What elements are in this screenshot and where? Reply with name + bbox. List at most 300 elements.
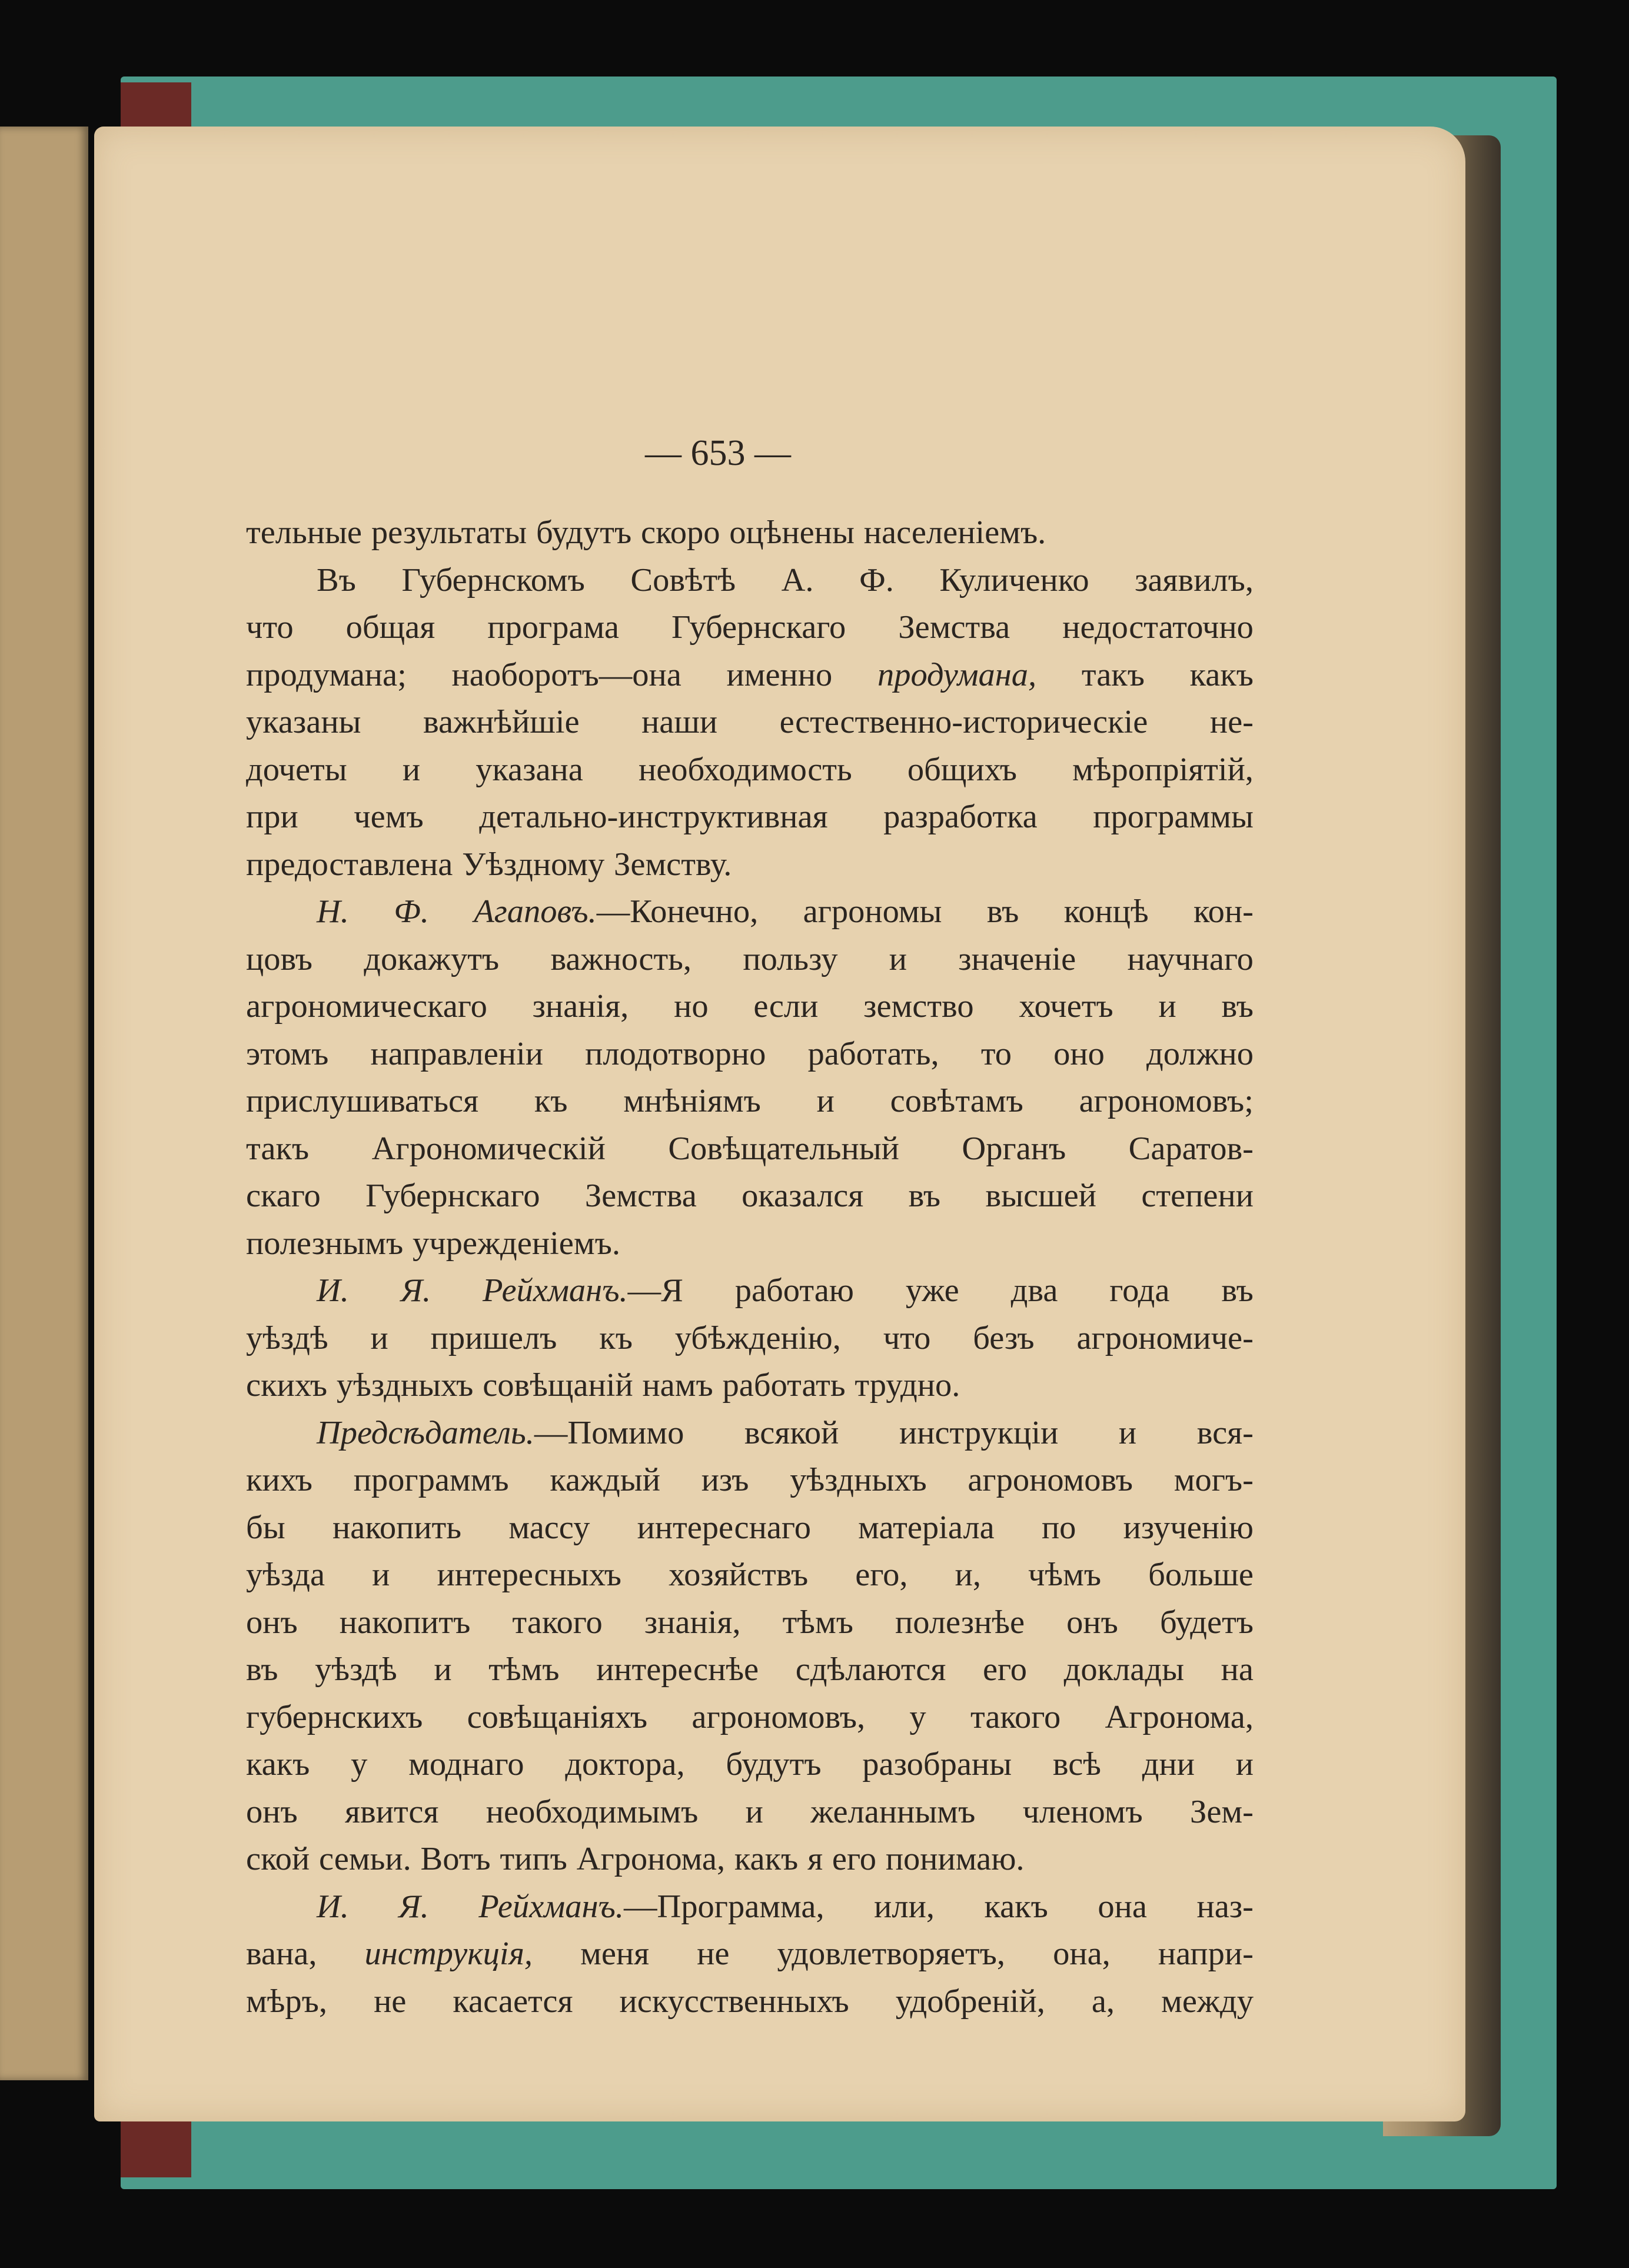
text-line (246, 1694, 1254, 1741)
text: что (883, 1319, 931, 1356)
word (817, 1078, 835, 1125)
text: будутъ (726, 1746, 822, 1783)
text: интереснаго (637, 1509, 811, 1546)
word (246, 699, 361, 746)
word (1221, 1267, 1254, 1315)
word (317, 557, 356, 604)
text: уѣздѣ (246, 1319, 328, 1356)
text: больше (1148, 1557, 1254, 1593)
word (1082, 651, 1145, 699)
word (883, 1315, 931, 1362)
text: работать (722, 1367, 846, 1404)
word (782, 557, 814, 604)
text: агрономовъ (968, 1462, 1133, 1498)
text: у (351, 1746, 368, 1783)
text: членомъ (1022, 1793, 1143, 1830)
text: тѣмъ (488, 1651, 560, 1688)
text: этомъ (246, 1035, 329, 1072)
text: кихъ (246, 1462, 312, 1498)
text: чемъ (354, 799, 424, 835)
word (780, 699, 1148, 746)
word (1064, 888, 1149, 936)
text: изученію (1123, 1509, 1254, 1546)
text: скоро (641, 514, 720, 551)
word (534, 1078, 568, 1125)
text: то (980, 1035, 1012, 1072)
word (1028, 1551, 1101, 1599)
text: удобреній, (895, 1983, 1045, 2020)
text: Ф. (859, 561, 894, 598)
word (1093, 793, 1254, 841)
text: Земства (898, 609, 1010, 646)
text: и, (955, 1557, 981, 1593)
text: разработка (883, 799, 1038, 835)
text: по (1041, 1509, 1076, 1546)
text: вана, (246, 1936, 317, 1972)
word (476, 746, 583, 794)
word (620, 1978, 849, 2026)
text: кон- (1194, 893, 1254, 930)
text: онъ (1066, 1604, 1118, 1641)
word (1127, 936, 1253, 983)
word (246, 1125, 309, 1173)
text: Уѣздному (462, 846, 605, 883)
text: удовлетворяетъ, (777, 1936, 1006, 1972)
text-line (246, 604, 1254, 651)
word (1197, 1409, 1254, 1457)
word (487, 604, 619, 651)
word (401, 1267, 431, 1315)
word (734, 1835, 798, 1883)
text: бы (246, 1509, 285, 1546)
word (1119, 1409, 1136, 1457)
text: должно (1146, 1035, 1254, 1072)
word (246, 1741, 310, 1788)
word (246, 1078, 478, 1125)
text: знанія, (532, 988, 629, 1025)
word (317, 1267, 349, 1315)
word (474, 888, 758, 936)
word (479, 793, 827, 841)
word (973, 1315, 1034, 1362)
text: въ (246, 1651, 278, 1688)
word (246, 1694, 423, 1741)
word (832, 1835, 876, 1883)
text: въ (1221, 988, 1254, 1025)
text: Зем- (1190, 1793, 1254, 1830)
word (1146, 1030, 1254, 1078)
word (1064, 1646, 1184, 1694)
text-line (246, 1030, 1254, 1078)
text: могъ- (1173, 1462, 1254, 1498)
word (508, 1504, 590, 1552)
word (855, 1362, 960, 1409)
word (1053, 1741, 1101, 1788)
word (351, 1741, 367, 1788)
text: совѣщаніяхъ (467, 1698, 648, 1735)
text: концѣ (1063, 893, 1149, 930)
text: какъ (1189, 656, 1254, 693)
word (550, 1456, 660, 1504)
text: докажутъ (364, 940, 500, 977)
word (246, 936, 312, 983)
word (808, 1030, 939, 1078)
text: цовъ (246, 940, 312, 977)
text: въ (1221, 1272, 1254, 1309)
text: Губернскаго (671, 609, 846, 646)
text: —Я (627, 1272, 683, 1309)
text: понимаю. (885, 1841, 1025, 1877)
text: Агрономическій (371, 1130, 606, 1167)
text: научнаго (1127, 940, 1254, 977)
word (565, 1741, 684, 1788)
text: тѣмъ (782, 1604, 853, 1641)
word (599, 1315, 633, 1362)
text: убѣжденію, (674, 1319, 841, 1356)
text: результаты (371, 514, 527, 551)
word (702, 1456, 749, 1504)
italic-text: Ф. (394, 893, 429, 930)
text: она, (1053, 1936, 1111, 1972)
word (810, 1788, 975, 1836)
word (398, 1883, 428, 1931)
text: направленіи (370, 1035, 543, 1072)
text: года (1109, 1272, 1170, 1309)
text: Губернскомъ (401, 561, 585, 598)
text-line (246, 1883, 1254, 1931)
text: Органъ (962, 1130, 1066, 1167)
word (317, 1883, 349, 1931)
word (1161, 1978, 1254, 2026)
text-line (246, 1409, 1254, 1457)
text: высшей (985, 1178, 1096, 1214)
text: искусственныхъ (619, 1983, 849, 2020)
text: —Программа, (623, 1888, 825, 1925)
word (246, 604, 294, 651)
word (985, 1172, 1096, 1220)
word (246, 1220, 403, 1268)
text: наоборотъ—она (451, 656, 681, 693)
word (462, 841, 604, 889)
word (536, 509, 631, 557)
word (246, 1172, 321, 1220)
text: у (909, 1698, 926, 1735)
text: интереснѣе (596, 1651, 759, 1688)
text: продумана; (246, 656, 407, 693)
text: агрономическаго (246, 988, 487, 1025)
text: какъ (984, 1888, 1048, 1925)
word (1072, 746, 1254, 794)
word (1210, 699, 1254, 746)
word (1109, 1267, 1169, 1315)
text: въ (986, 893, 1019, 930)
text: такъ (246, 1130, 310, 1167)
text: программъ (353, 1462, 509, 1498)
text-line (246, 1978, 1254, 2026)
text: будутъ (536, 514, 632, 551)
word (630, 557, 736, 604)
word (886, 1835, 1025, 1883)
text: агрономы (803, 893, 942, 930)
word (746, 1788, 763, 1836)
text: если (753, 988, 819, 1025)
word (909, 1694, 926, 1741)
text: всѣ (1052, 1746, 1101, 1783)
text: въ (908, 1178, 941, 1214)
word (729, 509, 855, 557)
text-line (246, 983, 1254, 1030)
text: а, (1091, 1983, 1115, 2020)
word (1062, 604, 1254, 651)
text: тельные (246, 514, 363, 551)
text-line (246, 1930, 1254, 1978)
word (408, 1741, 524, 1788)
text: семьи. (318, 1841, 411, 1877)
word (955, 1551, 981, 1599)
word (858, 1504, 995, 1552)
text-line (246, 699, 1254, 746)
word (317, 888, 349, 936)
text: уже (905, 1272, 959, 1309)
text: Земства (584, 1178, 697, 1214)
text: естественно-историческіе (779, 704, 1148, 740)
word (246, 983, 487, 1030)
text: такъ (1081, 656, 1145, 693)
word (939, 557, 1089, 604)
text: Въ (317, 561, 356, 598)
text: каждый (550, 1462, 660, 1498)
text: изъ (701, 1462, 749, 1498)
word (372, 1551, 390, 1599)
italic-text: продумана, (877, 656, 1037, 693)
word (246, 1835, 310, 1883)
text: доктора, (565, 1746, 685, 1783)
text: и (1158, 988, 1176, 1025)
text: между (1161, 1983, 1254, 2020)
text-line (246, 1267, 1254, 1315)
word (246, 1978, 327, 2026)
word (585, 1030, 766, 1078)
text: совѣтамъ (890, 1083, 1023, 1119)
word (671, 604, 846, 651)
italic-text: Я. (398, 1888, 429, 1925)
word (1135, 557, 1254, 604)
text: работаю (734, 1272, 854, 1309)
text: скихъ (246, 1367, 328, 1404)
text: важнѣйшіе (423, 704, 580, 740)
word (796, 1646, 946, 1694)
text: скаго (246, 1178, 321, 1214)
word (372, 1125, 606, 1173)
text-line (246, 1362, 1254, 1409)
word (1019, 983, 1113, 1030)
text: такого (970, 1698, 1061, 1735)
text-line (246, 1835, 1254, 1883)
italic-text: И. (317, 1888, 349, 1925)
text: намъ (642, 1367, 713, 1404)
text: общая (345, 609, 435, 646)
word (577, 1835, 725, 1883)
text: и (816, 1083, 835, 1119)
text: безъ (973, 1319, 1035, 1356)
word (1053, 1930, 1111, 1978)
word (1079, 1078, 1254, 1125)
text: работать, (807, 1035, 939, 1072)
text: именно (726, 656, 833, 693)
word (669, 1551, 808, 1599)
text: земство (863, 988, 974, 1025)
text: всякой (744, 1414, 839, 1451)
word (246, 1504, 285, 1552)
word (726, 651, 832, 699)
word (1190, 1788, 1254, 1836)
text: агрономовъ; (1079, 1083, 1254, 1119)
text: наз- (1196, 1888, 1254, 1925)
text: чѣмъ (1028, 1557, 1102, 1593)
word (488, 1646, 559, 1694)
word (970, 1694, 1060, 1741)
word (1236, 1741, 1254, 1788)
word (315, 1646, 397, 1694)
word (333, 1504, 461, 1552)
text: и (372, 1557, 390, 1593)
text: ской (246, 1841, 310, 1877)
text: какъ (246, 1746, 310, 1783)
word (1158, 983, 1176, 1030)
word (803, 888, 942, 936)
word (413, 1220, 620, 1268)
word (862, 1741, 1012, 1788)
text: дни (1142, 1746, 1195, 1783)
word (337, 1362, 473, 1409)
text-line (246, 746, 1254, 794)
word (906, 1267, 959, 1315)
word (452, 651, 681, 699)
word (1066, 1599, 1118, 1647)
word (987, 888, 1019, 936)
text: уѣздныхъ (336, 1367, 474, 1404)
text-line (246, 793, 1254, 841)
word (246, 1315, 328, 1362)
word (585, 1172, 697, 1220)
word (246, 509, 362, 557)
text: на (1221, 1651, 1254, 1688)
text: знанія, (644, 1604, 741, 1641)
text: разобраны (862, 1746, 1012, 1783)
word (1105, 1694, 1254, 1741)
word (889, 936, 907, 983)
word (668, 1125, 899, 1173)
word (896, 1978, 1045, 2026)
text-line (246, 936, 1254, 983)
word (777, 1930, 1005, 1978)
text: дочеты (246, 751, 347, 788)
word (735, 1267, 854, 1315)
italic-text: Рейхманъ. (482, 1272, 628, 1309)
text: массу (508, 1509, 590, 1546)
word (692, 1694, 865, 1741)
word (641, 509, 720, 557)
word (246, 746, 347, 794)
text: губернскихъ (246, 1698, 423, 1735)
text: Губернскаго (365, 1178, 540, 1214)
text: полезнымъ (246, 1225, 404, 1262)
text: плодотворно (585, 1035, 766, 1072)
text: сдѣлаются (795, 1651, 946, 1688)
word (394, 888, 429, 936)
text: вся- (1196, 1414, 1254, 1451)
word (533, 983, 629, 1030)
text: и (434, 1651, 452, 1688)
text-line (246, 1504, 1254, 1552)
word (726, 1741, 821, 1788)
word (1053, 1030, 1105, 1078)
word (421, 1835, 491, 1883)
word (1076, 1315, 1253, 1362)
word (1142, 1741, 1195, 1788)
word (623, 1078, 761, 1125)
text: желаннымъ (810, 1793, 976, 1830)
word (345, 1788, 438, 1836)
word (500, 1835, 567, 1883)
text: и (1118, 1414, 1137, 1451)
word (723, 1362, 846, 1409)
word (364, 936, 499, 983)
word (317, 1409, 684, 1457)
text: Агронома, (576, 1841, 726, 1877)
word (354, 1456, 509, 1504)
text: Вотъ (420, 1841, 491, 1877)
word (1158, 1930, 1254, 1978)
facing-page-edge (0, 127, 88, 2080)
text: мѣропріятій, (1072, 751, 1254, 788)
text: пользу (743, 940, 838, 977)
word (983, 1646, 1027, 1694)
word (895, 1599, 1025, 1647)
text: интересныхъ (437, 1557, 622, 1593)
text: и (402, 751, 421, 788)
word (346, 604, 435, 651)
word (874, 1883, 935, 1931)
word (246, 841, 453, 889)
word (550, 936, 692, 983)
text: населеніемъ. (863, 514, 1046, 551)
word (246, 793, 298, 841)
text: что (246, 609, 294, 646)
text: меня (580, 1936, 650, 1972)
page-number: — 653 — (645, 433, 791, 473)
text-line (246, 888, 1254, 936)
text: оцѣнены (729, 514, 855, 551)
word (855, 1551, 907, 1599)
word (374, 1978, 406, 2026)
word (246, 1551, 325, 1599)
text: я (807, 1841, 823, 1877)
word (1221, 1646, 1254, 1694)
word (580, 1930, 649, 1978)
word (985, 1883, 1048, 1931)
italic-text: Н. (317, 893, 349, 930)
word (483, 1362, 633, 1409)
text: она (1098, 1888, 1147, 1925)
text: заявилъ, (1135, 561, 1254, 598)
word (434, 1646, 451, 1694)
text: совѣщаній (483, 1367, 633, 1404)
italic-text: инструкція, (364, 1936, 533, 1972)
word (790, 1456, 926, 1504)
word (1190, 651, 1254, 699)
text: при (246, 799, 298, 835)
